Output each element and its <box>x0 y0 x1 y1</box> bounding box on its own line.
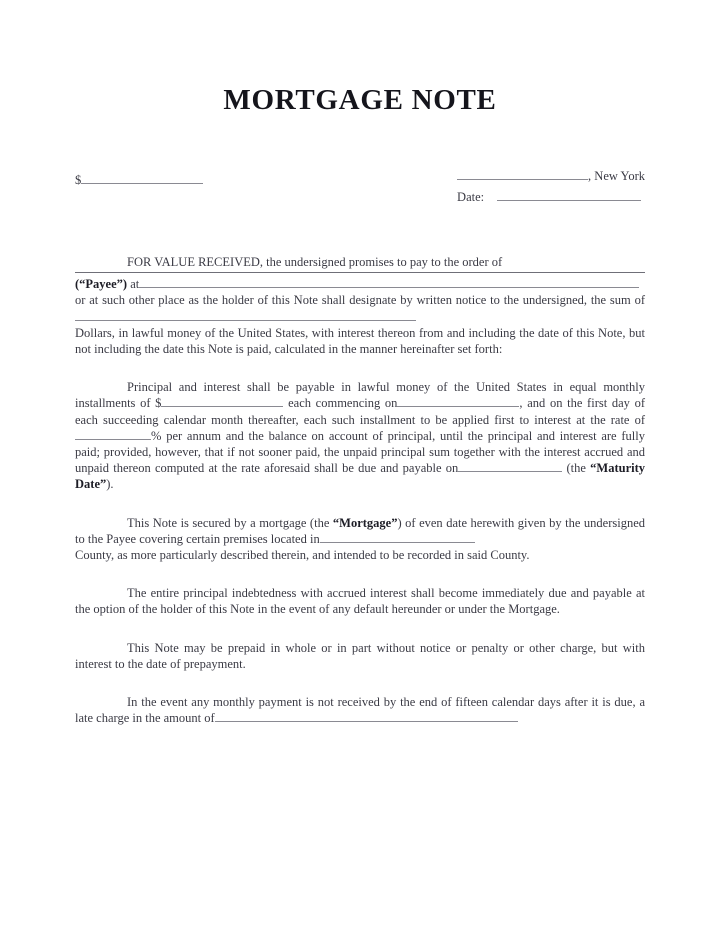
commencing-date-input[interactable] <box>397 395 519 407</box>
late-charge-text: In the event any monthly payment is not received by the end of fifteen calendar days after it is due, a late charge in the amount of <box>75 695 645 726</box>
amount-input[interactable] <box>81 172 203 184</box>
spacer <box>75 563 645 585</box>
mortgage-text-b: ) of even date herewith given by the undersigned to the Payee covering certain premises located in <box>75 515 646 546</box>
installments-text-d: % per annum and the balance on account of principal, until the principal and interest are fully paid; provided, however, that if not sooner paid, the unpaid principal sum together with the interest accrued and unpaid thereon computed at the rate aforesaid shall be due and payable on <box>75 428 645 476</box>
mortgage-text-a: This Note is secured by a mortgage (the <box>127 515 330 530</box>
installments-text-b: each commencing on <box>288 396 398 411</box>
interest-rate-input[interactable] <box>75 428 151 440</box>
paragraph-prepayment: This Note may be prepaid in whole or in part without notice or penalty or other charge, but with interest to the date of prepayment. <box>75 640 645 671</box>
document-body <box>75 168 645 726</box>
other-place-text: or at such other place as the holder of this Note shall designate by written notice to the undersigned, the sum of <box>75 293 645 308</box>
installments-text-a: Principal and interest shall be payable in lawful money of the United States in equal monthly installments of $ <box>75 380 645 411</box>
paragraph-for-value-received: FOR VALUE RECEIVED, the undersigned promises to pay to the order of <box>127 255 503 269</box>
maturity-date-defined-term: “Maturity Date” <box>75 461 646 492</box>
installments-text-f: ). <box>106 477 114 492</box>
date-field-group <box>457 189 645 205</box>
installment-amount-input[interactable] <box>161 395 283 407</box>
installments-text-c: , and on the first day of each succeeding calendar month thereafter, each such installment to be applied first to interest at the rate of <box>75 396 646 427</box>
premises-location-input[interactable] <box>320 531 475 543</box>
mortgage-defined-term: “Mortgage” <box>332 515 398 530</box>
state-label: , New York <box>588 169 645 183</box>
spacer <box>75 618 645 640</box>
spacer <box>75 672 645 694</box>
paragraph-acceleration-on-default: The entire principal indebtedness with accrued interest shall become immediately due and payable at the option of the holder of this Note in the event of any default hereunder or under the Mortgage. <box>75 586 645 617</box>
place-input[interactable] <box>457 168 588 180</box>
payee-name-input[interactable] <box>75 272 645 273</box>
payee-at-label: at <box>130 277 140 292</box>
page-title: MORTGAGE NOTE <box>223 84 497 116</box>
spacer <box>75 357 645 379</box>
spacer <box>75 493 645 515</box>
installments-text-e: (the <box>566 461 586 476</box>
payee-address-row <box>75 276 645 292</box>
place-field-group <box>457 168 645 184</box>
place-and-date-group <box>457 168 645 205</box>
date-label: Date: <box>457 190 485 204</box>
note-header <box>75 168 645 210</box>
payee-defined-term: (“Payee”) <box>75 277 128 292</box>
sum-input[interactable] <box>75 309 416 321</box>
paragraph-secured-by-mortgage <box>75 515 645 547</box>
amount-currency-symbol: $ <box>75 173 82 187</box>
maturity-date-input[interactable] <box>458 460 562 472</box>
paragraph-dollars-lawful-money: Dollars, in lawful money of the United States, with interest thereon from and including the date of this Note, but not including the date this Note is paid, calculated in the manner hereinafter set forth: <box>75 325 645 357</box>
spacer <box>75 210 645 254</box>
paragraph-late-charge <box>75 694 645 726</box>
date-input[interactable] <box>497 189 641 201</box>
amount-field-group <box>75 172 203 188</box>
paragraph-principal-and-interest <box>75 379 645 492</box>
payee-address-input[interactable] <box>139 276 639 288</box>
paragraph-other-place <box>75 292 645 324</box>
late-charge-amount-input[interactable] <box>215 710 518 722</box>
paragraph-county-recorded: County, as more particularly described therein, and intended to be recorded in said County. <box>75 548 530 563</box>
